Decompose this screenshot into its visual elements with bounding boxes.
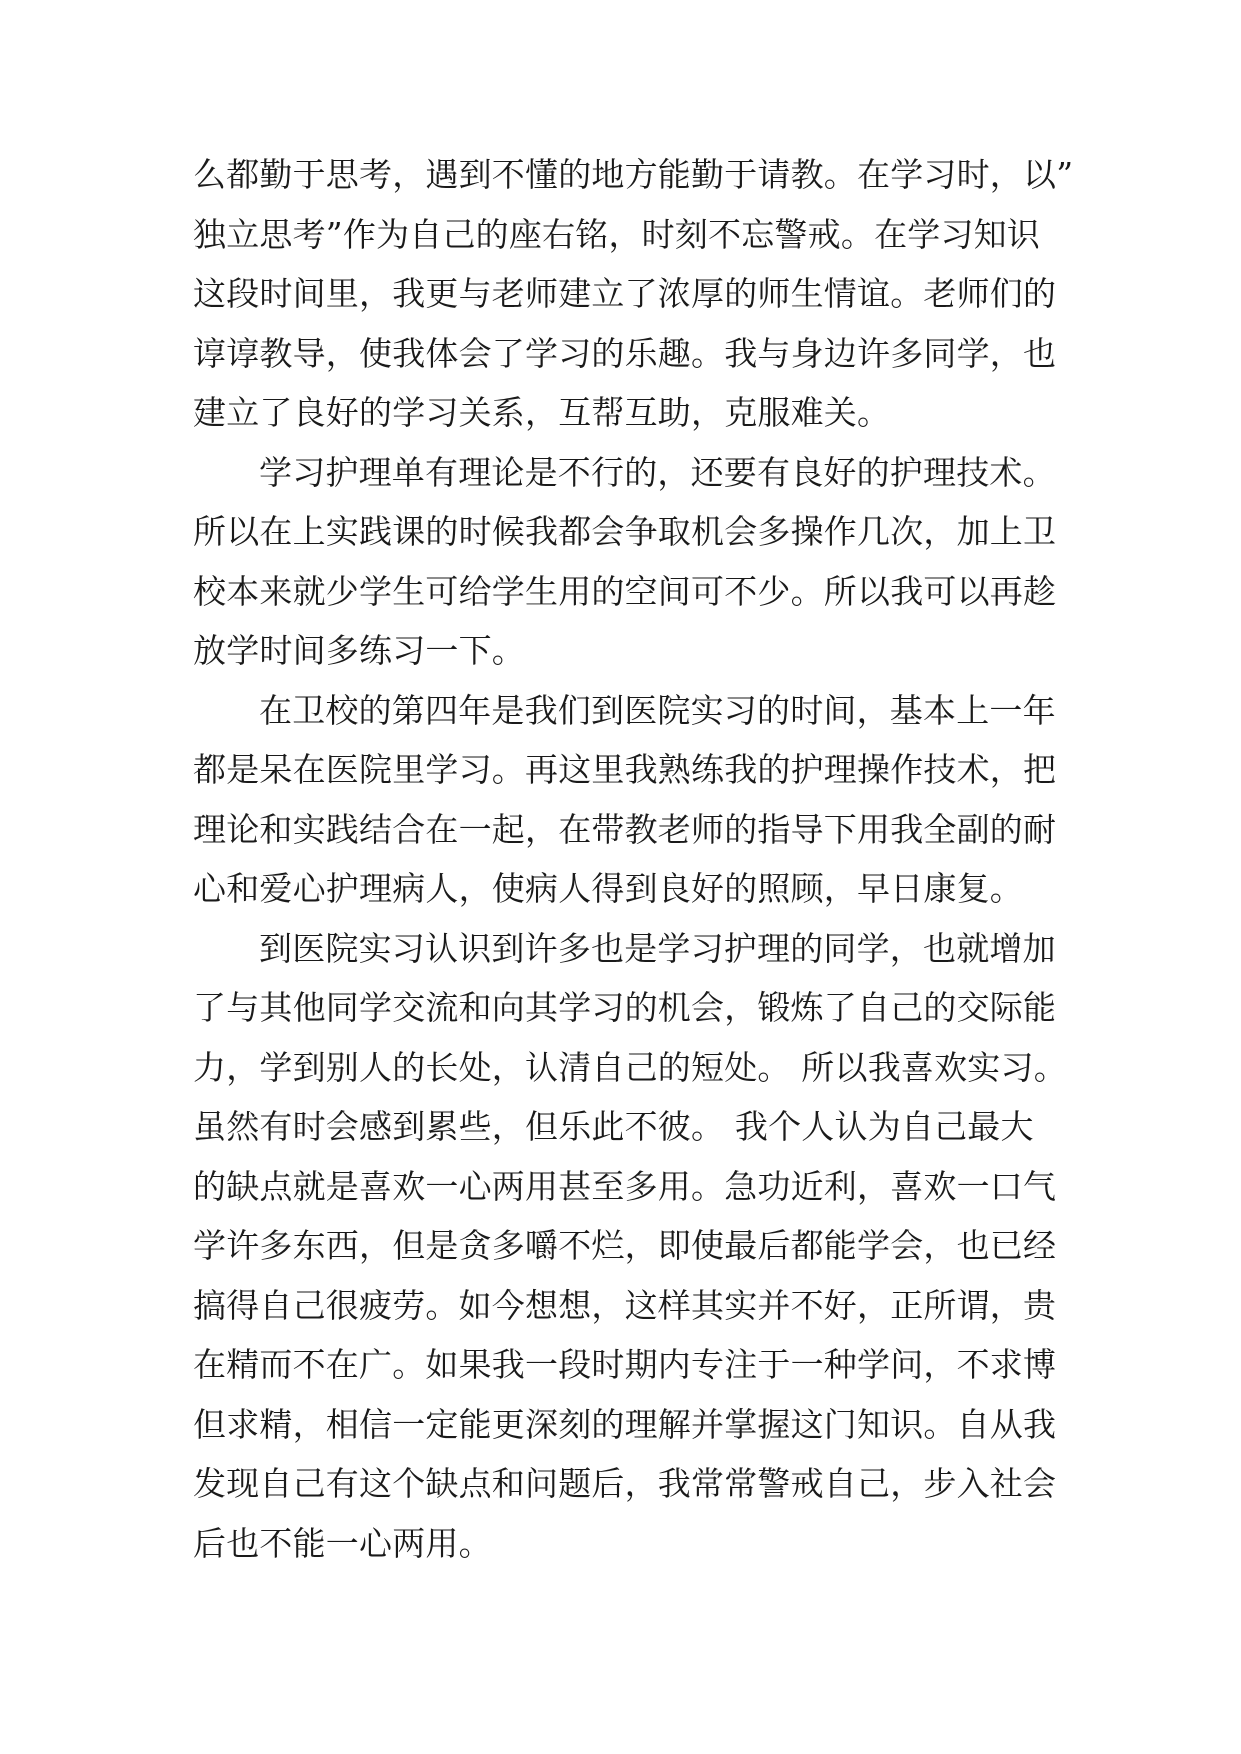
text-line: 放学时间多练习一下。 — [193, 631, 525, 670]
text-line: 学习护理单有理论是不行的，还要有良好的护理技术。 — [259, 452, 1056, 492]
text-line: 了与其他同学交流和向其学习的机会，锻炼了自己的交际能 — [193, 988, 1057, 1027]
text-line: 搞得自己很疲劳。如今想想，这样其实并不好，正所谓，贵 — [193, 1285, 1057, 1325]
text-line: 理论和实践结合在一起，在带教老师的指导下用我全副的耐 — [193, 809, 1057, 849]
text-line: 这段时间里，我更与老师建立了浓厚的师生情谊。老师们的 — [193, 274, 1057, 313]
text-line: 么都勤于思考，遇到不懂的地方能勤于请教。在学习时，以” — [193, 155, 1074, 194]
text-line: 发现自己有这个缺点和问题后，我常常警戒自己，步入社会 — [193, 1464, 1057, 1503]
text-line: 心和爱心护理病人，使病人得到良好的照顾，早日康复。 — [193, 869, 1023, 908]
text-line: 在卫校的第四年是我们到医院实习的时间，基本上一年 — [259, 690, 1056, 730]
text-line: 谆谆教导，使我体会了学习的乐趣。我与身边许多同学，也 — [193, 333, 1057, 373]
text-line: 的缺点就是喜欢一心两用甚至多用。急功近利，喜欢一口气 — [193, 1166, 1057, 1206]
text-line: 但求精，相信一定能更深刻的理解并掌握这门知识。自从我 — [193, 1404, 1057, 1444]
text-line: 虽然有时会感到累些，但乐此不彼。 我个人认为自己最大 — [193, 1107, 1034, 1146]
text-line: 建立了良好的学习关系，互帮互助，克服难关。 — [193, 393, 891, 432]
text-line: 力，学到别人的长处，认清自己的短处。 所以我喜欢实习。 — [193, 1047, 1067, 1087]
document-body — [193, 145, 1073, 1573]
text-line: 到医院实习认识到许多也是学习护理的同学，也就增加 — [259, 928, 1056, 968]
text-line: 所以在上实践课的时候我都会争取机会多操作几次，加上卫 — [193, 512, 1057, 551]
text-line: 独立思考”作为自己的座右铭，时刻不忘警戒。在学习知识 — [193, 214, 1041, 254]
text-line: 后也不能一心两用。 — [193, 1523, 492, 1563]
text-line: 在精而不在广。如果我一段时期内专注于一种学问，不求博 — [193, 1345, 1057, 1384]
text-line: 都是呆在医院里学习。再这里我熟练我的护理操作技术，把 — [193, 750, 1057, 789]
text-line: 学许多东西，但是贪多嚼不烂，即使最后都能学会，也已经 — [193, 1226, 1057, 1265]
text-line: 校本来就少学生可给学生用的空间可不少。所以我可以再趁 — [193, 571, 1057, 611]
